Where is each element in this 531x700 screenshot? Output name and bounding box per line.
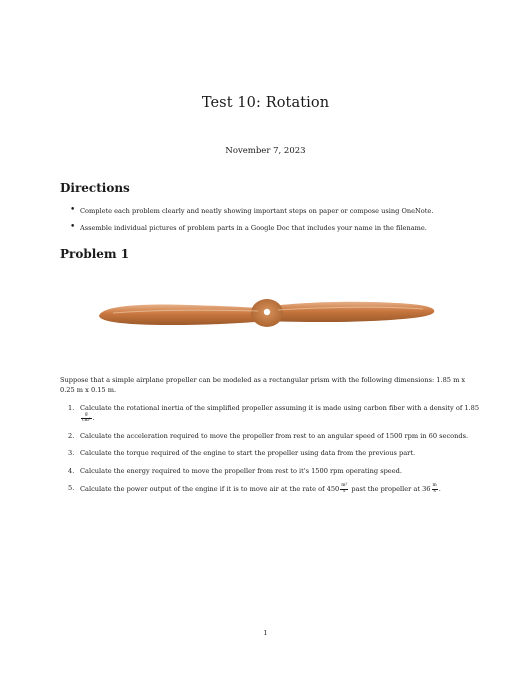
directions-list — [60, 207, 480, 241]
list-item — [60, 449, 480, 458]
flow-unit-fraction: $\frac{\text{m³}}{s}$ — [341, 483, 348, 494]
direction-text: Assemble individual pictures of problem parts in a Google Doc that includes your name in the filename. — [80, 224, 427, 232]
directions-heading: Directions — [60, 181, 130, 195]
list-item — [60, 432, 480, 441]
density-unit-fraction: $\frac{g}{\text{cm³}}$ — [82, 412, 91, 423]
item-text: Calculate the torque required of the engine to start the propeller using data from the previous part. — [80, 449, 416, 458]
problem-intro: Suppose that a simple airplane propeller can be modeled as a rectangular prism with the following dimensions: 1.85 m x 0.25 m x 0.15 m. — [60, 376, 466, 394]
list-item — [60, 467, 480, 476]
item-number: 1. — [68, 404, 75, 412]
item-text: Calculate the acceleration required to move the propeller from rest to an angular speed of 1500 rpm in 60 seconds. — [80, 431, 469, 440]
document-title: Test 10: Rotation — [201, 95, 330, 111]
problem-list — [60, 404, 480, 503]
item-number: 4. — [68, 466, 75, 475]
list-item: 5. Calculate the power output of the engine if it is to move air at the rate of 450 $\frac{\text{m³}}{s}$ past the propeller at 36 $\frac{m}{s}$ . — [68, 483, 441, 494]
direction-text: Complete each problem clearly and neatly showing important steps on paper or compose using OneNote. — [80, 207, 434, 215]
item-text: Calculate the energy required to move the propeller from rest to it's 1500 rpm operating speed. — [80, 466, 402, 475]
item-number: 2. — [68, 431, 75, 440]
page-number: 1 — [263, 629, 268, 637]
problem-1-heading: Problem 1 — [60, 247, 130, 261]
propeller-image — [93, 283, 439, 344]
list-item: 1. Calculate the rotational inertia of the simplified propeller assuming it is made using carbon fiber with a density of 1.85 $\frac{g}{\text{cm³}}$ . — [68, 404, 480, 423]
list-item — [60, 224, 480, 233]
list-item — [60, 207, 480, 216]
document-date: November 7, 2023 — [225, 146, 306, 156]
speed-unit-fraction: $\frac{m}{s}$ — [432, 483, 437, 494]
item-text: Calculate the rotational inertia of the simplified propeller assuming it is made using carbon fiber with a density of 1.85 — [80, 404, 480, 412]
item-text: Calculate the power output of the engine if it is to move air at the rate of 450 — [80, 485, 340, 494]
item-number: 3. — [68, 449, 75, 458]
item-number: 5. — [68, 484, 75, 493]
